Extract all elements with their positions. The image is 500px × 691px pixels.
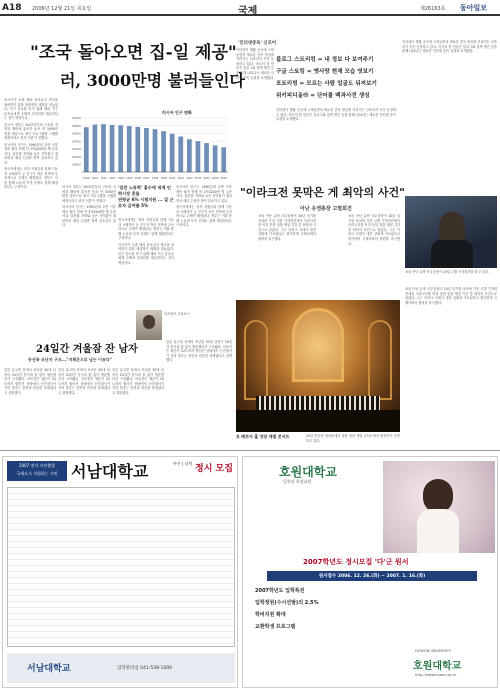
feature-body-4: 일본 효고현 산에서 조난된 30대 남성이 24일간 음식과 물 없이 생존했다가 구조됐다. 의료진은 체온이 22도까지 떨어진 상태에서 신진대사가 거의 멈추는 동면과 비슷한 상태였다고 설명했다. — [166, 340, 232, 363]
right-col-top: 인터넷이 생활 곳곳에 스며들면서 새로운 중독 현상을 가리키는 신조어가 속속 등장하고 있다. 미국의 한 언론은 블로그와 검색 엔진 등을 통해 나타나는 새로운 인터넷 중독 유형을 소개했다. — [402, 40, 497, 54]
ad-point: 교환학생 프로그램 — [255, 624, 296, 630]
population-bar — [161, 131, 166, 172]
ad-right — [242, 456, 498, 688]
feature-body-3: 일본 효고현 산에서 조난된 30대 남성이 24일간 음식과 물 없이 생존했다가 구조됐다. 의료진은 체온이 22도까지 떨어진 상태에서 신진대사가 거의 멈추는 동면과 비슷한 상태였다고 설명했다. — [112, 368, 164, 395]
quote-line-1: '검찬 노동력' 흡수에 세계 인력시장 흔들 — [118, 185, 171, 196]
photo-caption-title: 호 베르아 홀 성당 캐럴 콘서트 — [236, 434, 290, 439]
population-bar — [93, 125, 98, 172]
ad-left-table — [7, 487, 235, 647]
masthead — [0, 0, 500, 16]
x-tick-label: 2001 — [177, 177, 185, 180]
paper-name: 동아일보 — [460, 4, 488, 12]
ad-left-banner: 2007 전자 시민출발 국제도시 지원하는 시민 — [7, 461, 67, 481]
feature-subhead: 동산좌 조난자 구조..."저체온으로 남는 이유다" — [28, 357, 112, 362]
x-tick-label: 2004 — [203, 177, 210, 180]
ad-left-phone: 입학관리실 041-539-1000 — [117, 666, 173, 671]
population-bar — [144, 128, 149, 172]
lead-headline-1: "조국 돌아오면 집-일 제공" — [30, 43, 237, 63]
feature-portrait — [136, 310, 162, 340]
population-bar — [196, 141, 201, 172]
annan-photo — [405, 196, 497, 268]
annan-photo-caption: 코피 아난 유엔 사무총장이 19일 고별 기자회견을 하고 있다. — [405, 270, 489, 274]
ad-left-footer — [7, 653, 235, 683]
population-bar — [101, 124, 106, 172]
population-bar — [110, 125, 115, 172]
chart-svg — [62, 110, 232, 182]
sidebar-top — [236, 40, 398, 180]
event-headline: "이라크전 못막은 게 최악의 사건" — [240, 186, 405, 199]
section-title: 국제 — [238, 6, 258, 17]
ad-right-logo-top: 호원대학교 — [279, 465, 337, 479]
population-bar — [118, 125, 123, 172]
x-tick-label: 2002 — [186, 177, 193, 180]
ad-right-points — [255, 585, 495, 633]
sidebar-item: 포토리빙 = 모르는 사람 얼굴도 뒤져보기 — [276, 81, 377, 87]
ad-right-logo-en: HOWON UNIVERSITY — [415, 649, 452, 653]
population-bar — [204, 143, 209, 172]
sidebar-body: 인터넷이 생활 곳곳에 스며들면서 새로운 중독 현상을 가리키는 신조어가 속속 등장하고 있다. 미국의 한 언론은 블로그와 검색 엔진 등을 통해 나타나는 새로운 인터넷 중독 유형을 소개했다. — [236, 48, 274, 80]
issue-date: 2006년 12월 21일 목요일 — [32, 6, 92, 12]
ad-right-url[interactable]: http://www.howon.ac.kr — [415, 673, 457, 677]
student-icon — [423, 479, 453, 513]
chart-title: 러시아 인구 변화 — [162, 110, 192, 115]
ad-left-label: 정시 모집 — [195, 464, 233, 474]
x-tick-label: 1995 — [125, 177, 133, 180]
population-bar — [135, 127, 140, 172]
x-tick-label: 1997 — [143, 177, 150, 180]
feature-name-caption: 미츠타카 우치코시 — [164, 312, 190, 316]
population-bar — [170, 134, 175, 172]
event-body-2: 코피 아난 유엔 사무총장이 10년 임기를 마치며 가진 고별 기자회견에서 이라크전을 막지 못한 것을 재임 기간 중 최악의 사건으로 꼽았다. 그는 이라크 사태가 내전 상황에 이르렀다고 평가하며 국제사회의 협력을 촉구했다. — [348, 214, 400, 246]
quote-box — [118, 185, 174, 215]
lead-headline-2: 러, 3000만명 불러들인다 — [60, 71, 245, 90]
population-bar — [84, 127, 89, 172]
sidebar-item: 블로그 스트리킹 = 내 정보 다 보여주기 — [276, 57, 374, 63]
x-tick-label: 1998 — [151, 177, 159, 180]
x-tick-label: 2006 — [220, 177, 228, 180]
ad-divider — [0, 450, 500, 451]
ad-left — [2, 456, 238, 688]
x-tick-label: 2000 — [168, 177, 176, 180]
sidebar-title: '인터넷중독' 신조어 — [238, 41, 277, 46]
y-tick-label: 14800 — [71, 123, 81, 128]
population-bar — [153, 129, 158, 172]
ad-left-name: 서남대학교 — [71, 462, 149, 481]
x-tick-label: 1991 — [91, 177, 99, 180]
feature-body-2: 일본 효고현 산에서 조난된 30대 남성이 24일간 음식과 물 없이 생존했다가 구조됐다. 의료진은 체온이 22도까지 떨어진 상태에서 신진대사가 거의 멈추는 동면과 비슷한 상태였다고 설명했다. — [58, 368, 110, 395]
quote-line-2: 연평균 6% 시험지원 ... 걸 근로자 급여를 5% — [118, 197, 174, 208]
ad-right-period: 원서접수 2006. 12. 26.(화) ~ 2007. 1. 16.(화) — [267, 571, 477, 581]
person-silhouette-icon — [439, 212, 465, 242]
arch-shape — [292, 308, 344, 382]
event-body-1: 코피 아난 유엔 사무총장이 10년 임기를 마치며 가진 고별 기자회견에서 이라크전을 막지 못한 것을 재임 기간 중 최악의 사건으로 꼽았다. 그는 이라크 사태가 내전 상황에 이르렀다고 평가하며 국제사회의 협력을 촉구했다. — [258, 214, 316, 241]
sidebar-items — [276, 54, 396, 102]
ad-right-logo: 호원대학교 — [413, 661, 462, 672]
population-bar — [213, 145, 218, 172]
population-bar — [187, 139, 192, 172]
event-subhead: 아난 유엔총장 고별회견 — [300, 206, 352, 212]
x-tick-label: 2005 — [211, 177, 219, 180]
choir-row — [256, 396, 380, 410]
sidebar-item: 구글 스토킹 = 옛사랑 현재 모습 엿보기 — [276, 69, 374, 75]
feature-body-1: 일본 효고현 산에서 조난된 30대 남성이 24일간 음식과 물 없이 생존했다가 구조됐다. 의료진은 체온이 22도까지 떨어진 상태에서 신진대사가 거의 멈추는 동면과 비슷한 상태였다고 설명했다. — [4, 368, 56, 395]
ad-right-headline: 2007학년도 정시모집 '다'군 원서 — [303, 558, 409, 566]
sidebar-item: 위키피디올라 = 단어를 백과사전 생성 — [276, 93, 370, 99]
x-tick-label: 1990 — [82, 177, 90, 180]
feature-headline: 24일간 겨울잠 잔 남자 — [36, 344, 138, 355]
page-number: A18 — [2, 3, 22, 13]
sidebar-body-2: 인터넷이 생활 곳곳에 스며들면서 새로운 중독 현상을 가리키는 신조어가 속속 등장하고 있다. 미국의 한 언론은 블로그와 검색 엔진 등을 통해 나타나는 새로운 인터넷 중독 유형을 소개했다. — [276, 108, 396, 122]
ad-point: 2007학년도 입학특전 — [255, 588, 305, 594]
population-bar — [221, 147, 226, 172]
lead-body-col4: 러시아의 인구는 1990년대 초반 이후 계속 줄어 현재 약 1억4200만 명 수준이다. 출산율 저하와 높은 사망률이 겹치면서 매년 수십만 명씩 감소하고 있다. 귀국자에게는 정착 지원금과 함께 극동과 시베리아 등 인구가 적은 지역에 우선적으로 주택이 배정된다. 정부는 이를 통해 노동력 부족 문제도 함께 해결한다는 구상이다. — [176, 185, 232, 228]
event-body-3: 코피 아난 유엔 사무총장이 10년 임기를 마치며 가진 고별 기자회견에서 이라크전을 막지 못한 것을 재임 기간 중 최악의 사건으로 꼽았다. 그는 이라크 사태가 내전 상황에 이르렀다고 평가하며 국제사회의 협력을 촉구했다. — [405, 287, 497, 305]
ad-right-photo — [383, 461, 495, 553]
x-tick-label: 2003 — [194, 177, 202, 180]
x-tick-label: 1993 — [108, 177, 116, 180]
concert-photo — [236, 300, 400, 432]
x-tick-label: 1992 — [100, 177, 107, 180]
y-tick-label: 14600 — [71, 131, 81, 136]
ad-right-sub: 입학과 학점교환 — [283, 479, 312, 484]
ad-left-sub: 아산 | 남원 — [173, 461, 193, 466]
y-tick-label: 15000 — [71, 116, 81, 121]
ad-left-logo: 서남대학교 — [27, 664, 71, 674]
y-tick-label: 13800 — [71, 162, 81, 167]
x-tick-label: 1999 — [160, 177, 167, 180]
portrait-head-icon — [143, 315, 155, 329]
x-tick-label: 1996 — [134, 177, 142, 180]
population-bar — [178, 137, 183, 172]
ad-point: 입학정원(수시선발)의 2.5% — [255, 600, 319, 606]
y-tick-label: 14200 — [71, 147, 81, 152]
y-tick-label: 14400 — [71, 139, 81, 144]
lead-body-col1: 러시아가 오랜 해외 동포들의 귀국을 장려하기 위한 대대적인 계획을 내놓았다. 인구 감소를 막기 위해 해외 거주 동포들에게 주택과 일자리를 제공한다는 것이 핵심이다. 러시아 정부는 2007년부터 구소련 지역과 해외에 흩어진 동포 약 3000만 명을 대상으로 귀국 프로그램을 시행할 예정이라고 현지 언론이 전했다. 러시아의 인구는 1990년대 초반 이후 계속 줄어 현재 약 1억4200만 명 수준이다. 출산율 저하와 높은 사망률이 겹치면서 매년 수십만 명씩 감소하고 있다. 귀국자에게는 정착 지원금과 함께 극동과 시베리아 등 인구가 적은 지역에 우선적으로 주택이 배정된다. 정부는 이를 통해 노동력 부족 문제도 함께 해결한다는 구상이다. — [4, 98, 58, 190]
ad-point: 학비지원 확대 — [255, 612, 286, 618]
y-tick-label: 14000 — [71, 154, 81, 159]
population-chart — [62, 110, 232, 182]
lead-body-col3: 귀국자에게는 정착 지원금과 함께 극동과 시베리아 등 인구가 적은 지역에 우선적으로 주택이 배정된다. 정부는 이를 통해 노동력 부족 문제도 함께 해결한다는 구상이다. 러시아가 오랜 해외 동포들의 귀국을 장려하기 위한 대대적인 계획을 내놓았다. 인구 감소를 막기 위해 해외 거주 동포들에게 주택과 일자리를 제공한다는 것이 핵심이다. — [118, 218, 174, 265]
lead-body-col2: 러시아 정부는 2007년부터 구소련 지역과 해외에 흩어진 동포 약 3000만 명을 대상으로 귀국 프로그램을 시행할 예정이라고 현지 언론이 전했다. 러시아의 인구는 1990년대 초반 이후 계속 줄어 현재 약 1억4200만 명 수준이다. 출산율 저하와 높은 사망률이 겹치면서 매년 수십만 명씩 감소하고 있다. — [62, 185, 116, 228]
issue-number: 제26163호 — [420, 6, 446, 12]
population-bar — [127, 126, 132, 172]
photo-caption-desc: 20일 런던의 대성당에서 열린 성탄 캐럴 콘서트에서 합창단이 공연하고 있다. — [306, 434, 400, 443]
x-tick-label: 1994 — [117, 177, 124, 180]
